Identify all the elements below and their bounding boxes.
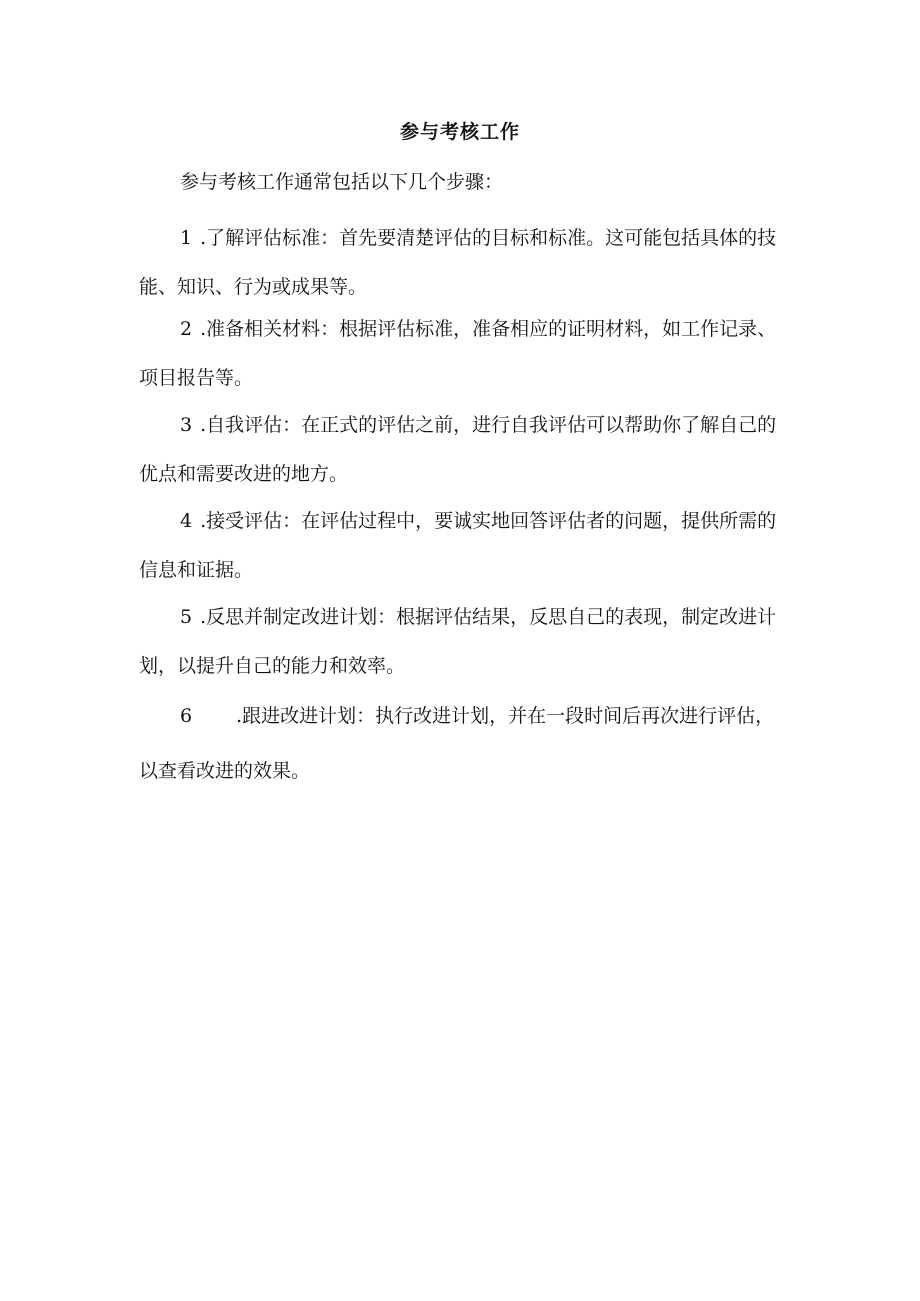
step-number: 6 <box>180 705 193 727</box>
step-number: 2 <box>180 318 193 340</box>
step-number: 5 <box>180 606 193 628</box>
step-number: 4 <box>180 510 193 532</box>
step-number: 1 <box>180 227 193 249</box>
document-title: 参与考核工作 <box>399 121 520 143</box>
step-text: .准备相关材料：根据评估标准，准备相应的证明材料，如工作记录、项目报告等。 <box>139 318 777 389</box>
step-text: .跟进改进计划：执行改进计划，并在一段时间后再次进行评估，以查看改进的效果。 <box>139 705 775 782</box>
step-text: .自我评估：在正式的评估之前，进行自我评估可以帮助你了解自己的优点和需要改进的地方。 <box>139 414 777 485</box>
step-text: .了解评估标准：首先要清楚评估的目标和标准。这可能包括具体的技能、知识、行为或成果等。 <box>139 227 777 298</box>
step-text: .接受评估：在评估过程中，要诚实地回答评估者的问题，提供所需的信息和证据。 <box>139 510 777 581</box>
step-paragraph-2 <box>139 305 789 403</box>
step-text: .反思并制定改进计划：根据评估结果，反思自己的表现，制定改进计划，以提升自己的能力和效率。 <box>139 606 777 677</box>
step-paragraph-1 <box>139 214 789 312</box>
step-paragraph-3 <box>139 401 789 499</box>
step-paragraph-6 <box>139 689 789 799</box>
step-number: 3 <box>180 414 193 436</box>
step-paragraph-5 <box>139 593 789 691</box>
step-paragraph-4 <box>139 497 789 595</box>
intro-paragraph: 参与考核工作通常包括以下几个步骤： <box>180 171 504 193</box>
